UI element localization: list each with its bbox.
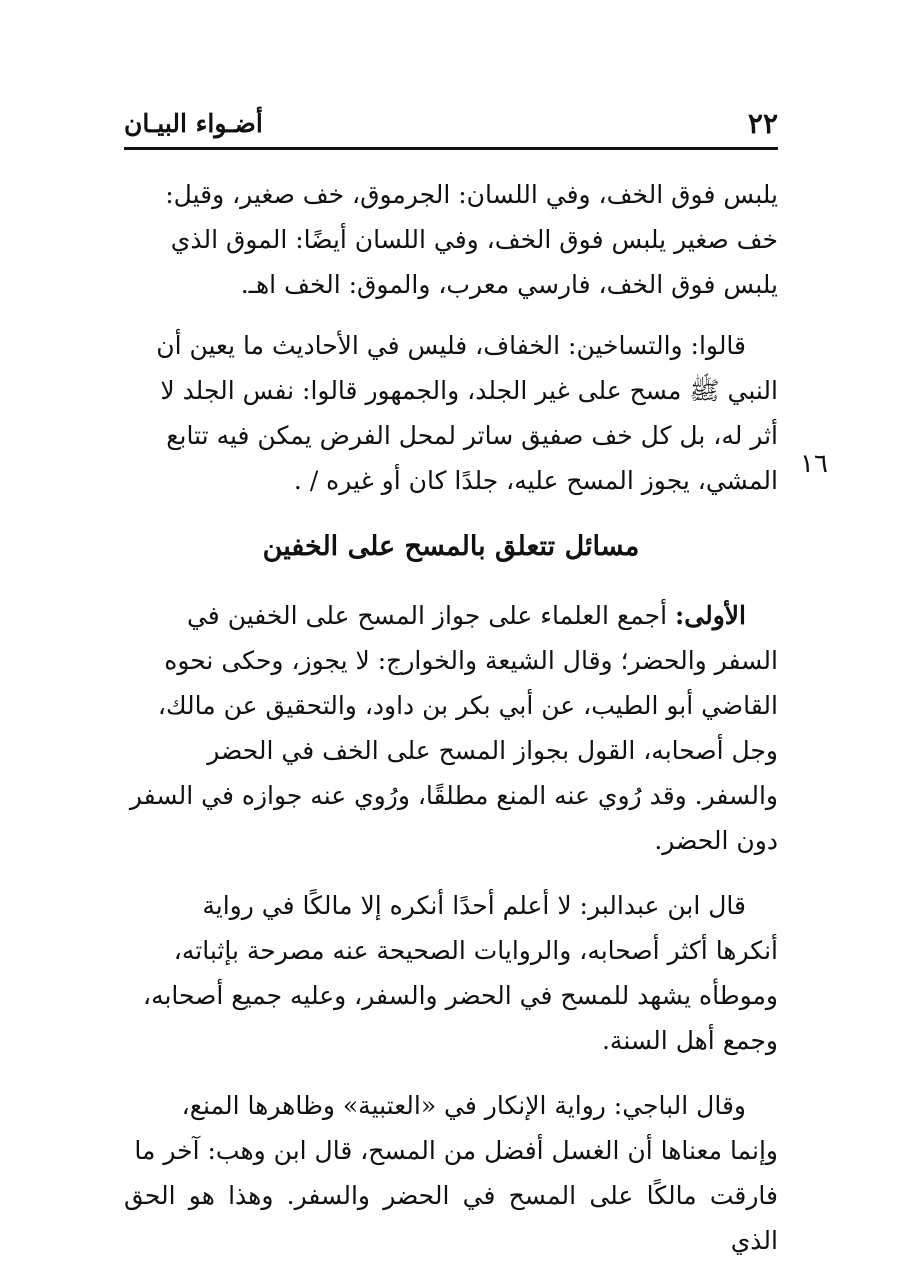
paragraph-5 bbox=[124, 1083, 778, 1263]
paragraph-3 bbox=[124, 593, 778, 863]
section-heading: مسائل تتعلق بالمسح على الخفين bbox=[262, 531, 640, 562]
header-divider bbox=[124, 147, 778, 150]
paragraph-4-text: قال ابن عبدالبر: لا أعلم أحدًا أنكره إلا مالكًا في رواية أنكرها أكثر أصحابه، والروايات الصحيحة عنه مصرحة بإثباته، وموطأه يشهد للمسح في الحضر والسفر، وعليه جميع أصحابه، وجمع أهل السنة. bbox=[143, 891, 778, 1055]
page-number: ٢٢ bbox=[747, 107, 778, 140]
paragraph-3-text: أجمع العلماء على جواز المسح على الخفين في السفر والحضر؛ وقال الشيعة والخوارج: لا يجوز، وحكى نحوه القاضي أبو الطيب، عن أبي بكر بن داود، والتحقيق عن مالك، وجل أصحابه، القول بجواز المسح على الخف في الحضر والسفر. وقد رُوي عنه المنع مطلقًا، ورُوي عنه جوازه في السفر دون الحضر. bbox=[129, 601, 778, 855]
page-header bbox=[124, 104, 778, 144]
paragraph-3-lead: الأولى: bbox=[675, 601, 746, 630]
paragraph-4 bbox=[124, 883, 778, 1063]
paragraph-2 bbox=[124, 323, 778, 503]
book-title: أضـواء البيـان bbox=[124, 109, 263, 138]
page-body bbox=[124, 172, 778, 1283]
paragraph-2-text: قالوا: والتساخين: الخفاف، فليس في الأحاديث ما يعين أن النبي ﷺ مسح على غير الجلد، والجمهور قالوا: نفس الجلد لا أثر له، بل كل خف صفيق ساتر لمحل الفرض يمكن فيه تتابع المشي، يجوز المسح عليه، جلدًا كان أو غيره / . bbox=[156, 331, 778, 495]
paragraph-1: يلبس فوق الخف، وفي اللسان: الجرموق، خف صغير، وقيل: خف صغير يلبس فوق الخف، وفي اللسان أيضًا: الموق الذي يلبس فوق الخف، فارسي معرب، والموق: الخف اهـ. bbox=[165, 180, 778, 299]
paragraph-5-text: وقال الباجي: رواية الإنكار في «العتبية» وظاهرها المنع، وإنما معناها أن الغسل أفضل من المسح، قال ابن وهب: آخر ما فارقت مالكًا على المسح في الحضر والسفر. وهذا هو الحق الذي bbox=[124, 1091, 778, 1255]
margin-page-reference: ١٦ bbox=[800, 449, 828, 479]
